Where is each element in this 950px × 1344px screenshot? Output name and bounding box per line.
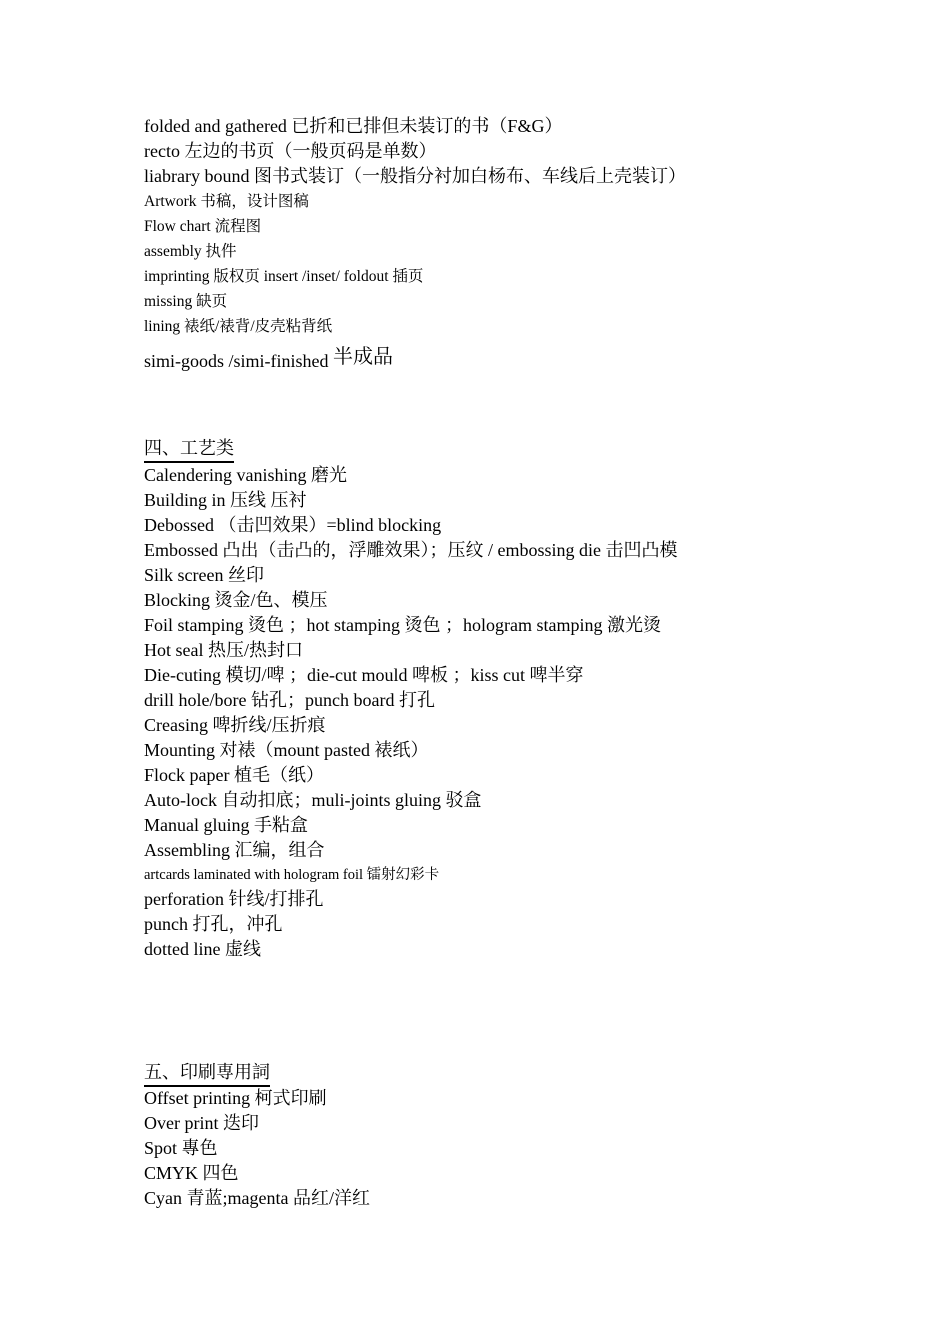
term-line: Manual gluing 手粘盒 bbox=[144, 815, 308, 835]
term-line: Creasing 啤折线/压折痕 bbox=[144, 715, 326, 735]
term-line: missing 缺页 bbox=[144, 293, 228, 310]
term-line: Debossed （击凹效果）=blind blocking bbox=[144, 515, 442, 535]
section-heading-craft bbox=[144, 440, 234, 458]
term-line: assembly 执件 bbox=[144, 243, 237, 260]
term-line: Offset printing 柯式印刷 bbox=[144, 1088, 327, 1108]
heading-underline bbox=[144, 461, 234, 463]
term-line: imprinting 版权页 insert /inset/ foldout 插页 bbox=[144, 268, 424, 285]
term-line: lining 裱纸/裱背/皮壳粘背纸 bbox=[144, 318, 333, 335]
term-line: punch 打孔，冲孔 bbox=[144, 914, 283, 934]
term-line-small: artcards laminated with hologram foil 镭射幻彩卡 bbox=[144, 867, 440, 883]
term-line: drill hole/bore 钻孔；punch board 打孔 bbox=[144, 690, 435, 710]
term-line: Assembling 汇编，组合 bbox=[144, 840, 325, 860]
section-heading-text: 四、工艺类 bbox=[144, 438, 234, 459]
section-heading-printing bbox=[144, 1064, 270, 1082]
term-line: Artwork 书稿，设计图稿 bbox=[144, 193, 309, 210]
term-line: perforation 针线/打排孔 bbox=[144, 889, 324, 909]
term-line: Flock paper 植毛（纸） bbox=[144, 765, 324, 785]
term-line: Calendering vanishing 磨光 bbox=[144, 465, 347, 485]
term-line: Building in 压线 压衬 bbox=[144, 490, 307, 510]
term-chinese: 半成品 bbox=[333, 346, 393, 368]
term-line: recto 左边的书页（一般页码是单数） bbox=[144, 141, 437, 161]
term-line: Mounting 对裱（mount pasted 裱纸） bbox=[144, 740, 429, 760]
term-line-semi-finished bbox=[144, 346, 393, 371]
term-line: Die-cuting 模切/啤 ；die-cut mould 啤板 ；kiss cut 啤半穿 bbox=[144, 665, 584, 685]
term-line: dotted line 虚线 bbox=[144, 939, 261, 959]
term-line: CMYK 四色 bbox=[144, 1163, 239, 1183]
term-line: folded and gathered 已折和已排但未装订的书（F&G） bbox=[144, 116, 563, 136]
term-line: Flow chart 流程图 bbox=[144, 218, 262, 235]
term-line: Hot seal 热压/热封口 bbox=[144, 640, 303, 660]
term-line: Over print 迭印 bbox=[144, 1113, 259, 1133]
term-line: Cyan 青蓝;magenta 品红/洋红 bbox=[144, 1188, 370, 1208]
term-line: Blocking 烫金/色、模压 bbox=[144, 590, 328, 610]
heading-underline bbox=[144, 1085, 270, 1087]
term-line: Spot 專色 bbox=[144, 1138, 218, 1158]
term-line: Foil stamping 烫色 ；hot stamping 烫色 ；hologram stamping 激光烫 bbox=[144, 615, 661, 635]
term-line: Embossed 凸出（击凸的，浮雕效果）；压纹 / embossing die 击凹凸模 bbox=[144, 540, 678, 560]
term-line: Silk screen 丝印 bbox=[144, 565, 264, 585]
term-english: simi-goods /simi-finished bbox=[144, 351, 333, 371]
term-line: liabrary bound 图书式装订（一般指分衬加白杨布、车线后上壳装订） bbox=[144, 166, 686, 186]
term-line: Auto-lock 自动扣底；muli-joints gluing 驳盒 bbox=[144, 790, 482, 810]
section-heading-text: 五、印刷専用詞 bbox=[144, 1062, 270, 1083]
